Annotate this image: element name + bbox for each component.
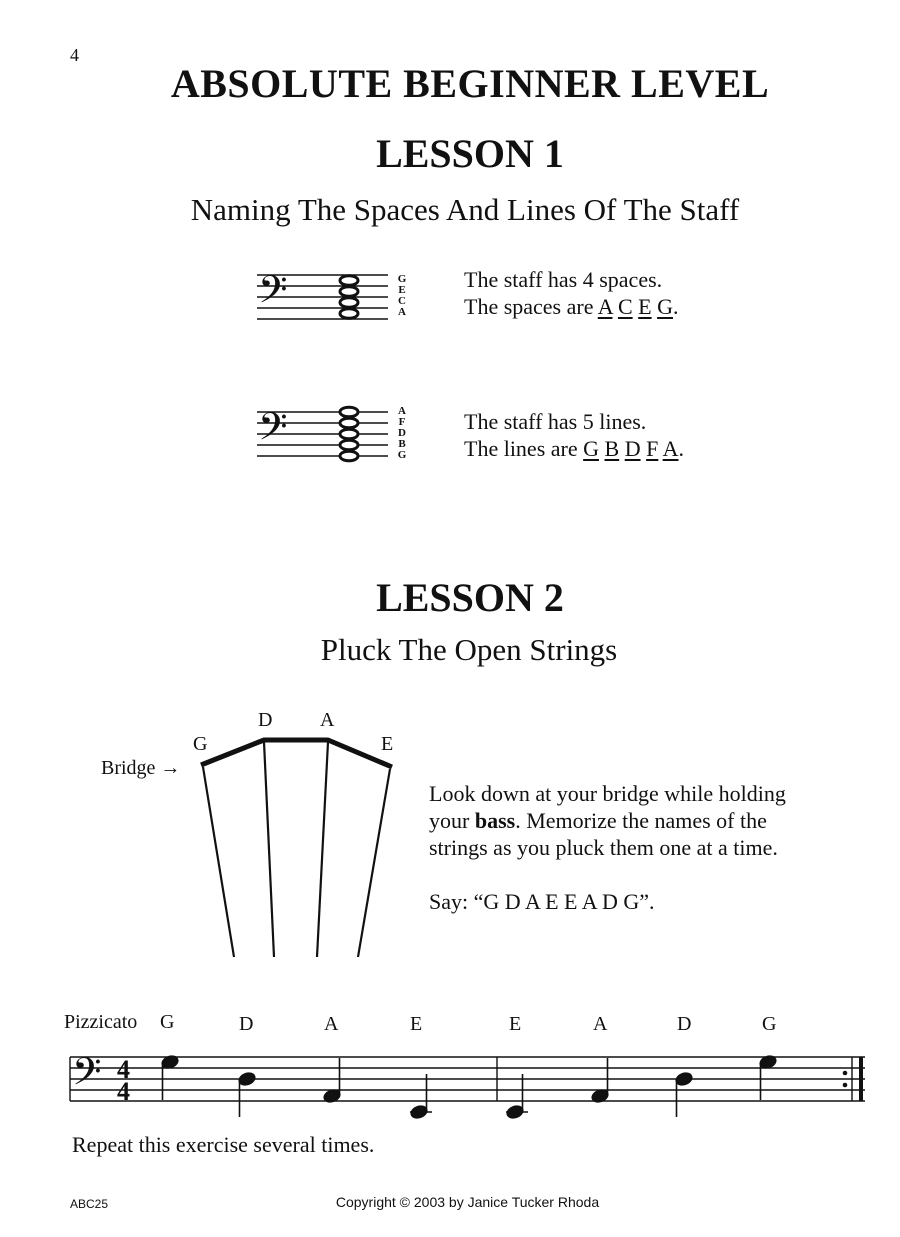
exercise-note-label: G xyxy=(762,1013,777,1035)
instruction-line: strings as you pluck them one at a time. xyxy=(429,835,778,860)
line-letter: G xyxy=(397,449,407,461)
repeat-text: Repeat this exercise several times. xyxy=(72,1132,375,1157)
string-label-a: A xyxy=(320,709,335,731)
level-title: ABSOLUTE BEGINNER LEVEL xyxy=(170,61,770,106)
copyright: Copyright © 2003 by Janice Tucker Rhoda xyxy=(335,1194,600,1210)
exercise-note-label: E xyxy=(410,1013,423,1035)
spaces-names-text: The spaces are A C E G. xyxy=(464,294,679,319)
svg-text:𝄢: 𝄢 xyxy=(258,267,288,321)
space-letter: G xyxy=(397,273,407,285)
lines-count-text: The staff has 5 lines. xyxy=(464,409,647,434)
lesson1-subtitle: Naming The Spaces And Lines Of The Staff xyxy=(190,192,740,227)
line-note: G xyxy=(583,436,599,461)
string-label-g: G xyxy=(193,733,208,755)
lesson2-title: LESSON 2 xyxy=(376,575,564,620)
exercise-note-label: A xyxy=(324,1013,339,1035)
lesson1-title: LESSON 1 xyxy=(376,131,564,176)
line-note: A xyxy=(662,436,679,461)
exercise-note-label: G xyxy=(160,1011,175,1033)
line-note: D xyxy=(624,436,641,461)
line-note: F xyxy=(646,436,659,461)
spaces-count-text: The staff has 4 spaces. xyxy=(464,267,663,292)
exercise-note-label: A xyxy=(593,1013,608,1035)
instruction-line: Look down at your bridge while holding xyxy=(429,781,786,806)
bridge-label: Bridge → xyxy=(101,757,181,779)
book-code: ABC25 xyxy=(70,1197,109,1211)
line-letter: A xyxy=(398,405,406,417)
line-note: B xyxy=(604,436,620,461)
say-text: Say: “G D A E E A D G”. xyxy=(429,889,655,914)
instruction-line: your bass. Memorize the names of the xyxy=(429,808,767,833)
space-note: G xyxy=(657,294,673,319)
page-number: 4 xyxy=(70,45,79,65)
exercise-note-label: D xyxy=(239,1013,254,1035)
space-letter: A xyxy=(398,306,406,318)
line-letter: D xyxy=(398,427,406,439)
exercise-note-label: E xyxy=(509,1013,522,1035)
space-note: A xyxy=(597,294,613,319)
space-note: C xyxy=(617,294,633,319)
lines-names-text: The lines are G B D F A. xyxy=(464,436,685,461)
exercise-note-label: D xyxy=(677,1013,692,1035)
line-letter: B xyxy=(398,438,406,450)
space-letter: C xyxy=(398,295,406,307)
space-note: E xyxy=(638,294,652,319)
string-label-d: D xyxy=(258,709,273,731)
svg-text:𝄢: 𝄢 xyxy=(258,404,288,458)
time-signature-bottom: 4 xyxy=(117,1077,130,1106)
pizzicato-label: Pizzicato xyxy=(64,1011,138,1033)
line-letter: F xyxy=(398,416,406,428)
time-signature-top: 4 xyxy=(117,1055,130,1084)
string-label-e: E xyxy=(381,733,394,755)
lesson2-subtitle: Pluck The Open Strings xyxy=(320,632,618,667)
svg-text:𝄢: 𝄢 xyxy=(72,1049,102,1103)
space-letter: E xyxy=(398,284,406,296)
